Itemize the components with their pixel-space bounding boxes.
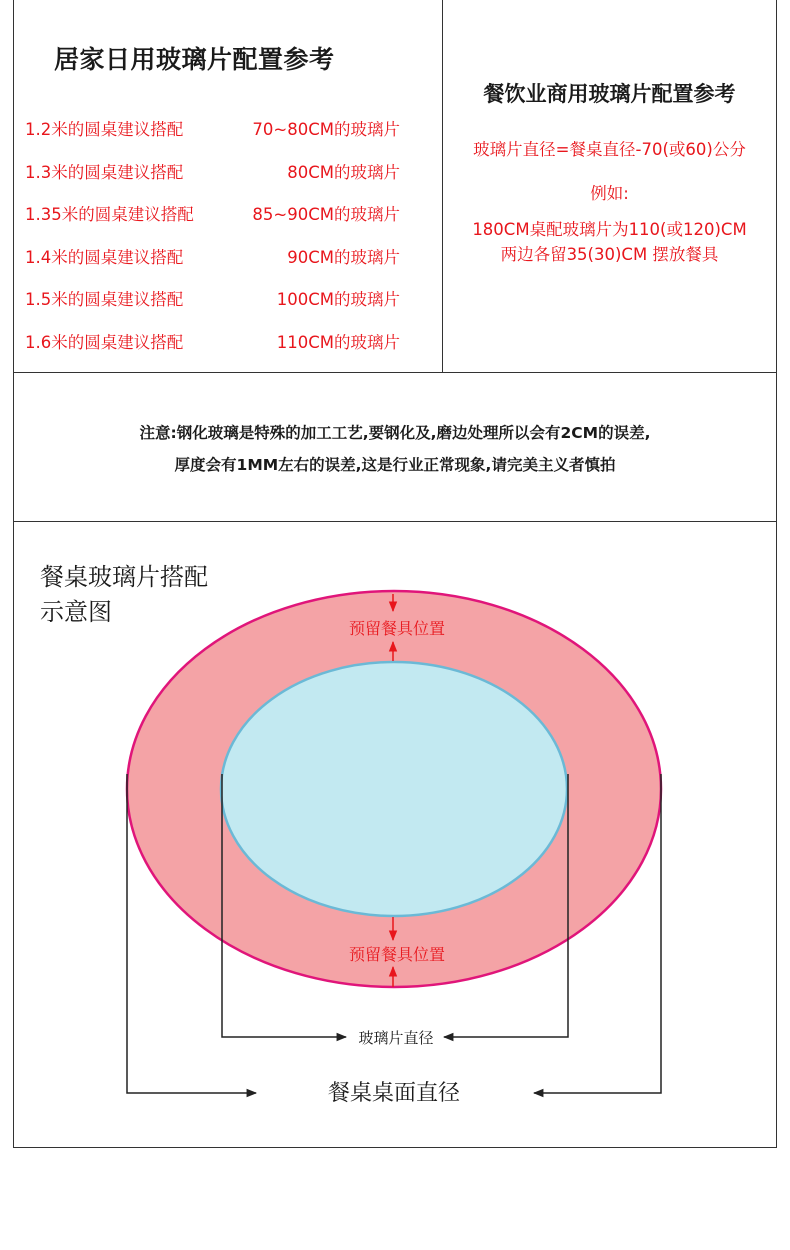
diagram-title-line-1: 餐桌玻璃片搭配 — [40, 563, 208, 591]
reserve-bottom-label: 预留餐具位置 — [348, 945, 446, 964]
notice-line-2: 厚度会有1MM左右的误差,这是行业正常现象,请完美主义者慎拍 — [174, 456, 616, 474]
notice-panel — [13, 372, 777, 522]
table-size-label: 1.4米的圆桌建议搭配 — [25, 247, 184, 267]
glass-ellipse — [221, 662, 567, 916]
glass-size-label: 70~80CM的玻璃片 — [252, 120, 400, 139]
home-config-panel — [13, 0, 443, 373]
formula-text: 玻璃片直径=餐桌直径-70(或60)公分 — [473, 140, 746, 159]
list-item — [25, 286, 400, 329]
glass-size-label: 110CM的玻璃片 — [276, 332, 400, 352]
glass-size-label: 80CM的玻璃片 — [287, 162, 400, 182]
glass-size-label: 90CM的玻璃片 — [287, 247, 400, 267]
business-config-panel — [442, 0, 777, 373]
table-glass-diagram — [14, 522, 778, 1149]
example-line-2: 两边各留35(30)CM 摆放餐具 — [500, 245, 719, 264]
table-size-label: 1.6米的圆桌建议搭配 — [25, 332, 184, 352]
list-item — [25, 159, 400, 202]
list-item — [25, 201, 400, 244]
glass-diameter-label: 玻璃片直径 — [358, 1029, 434, 1047]
business-config-title: 餐饮业商用玻璃片配置参考 — [483, 82, 736, 106]
glass-size-label: 100CM的玻璃片 — [276, 290, 400, 310]
table-size-label: 1.2米的圆桌建议搭配 — [25, 120, 184, 139]
table-diameter-label: 餐桌桌面直径 — [327, 1081, 461, 1106]
example-line-1: 180CM桌配玻璃片为110(或120)CM — [472, 220, 747, 239]
table-size-label: 1.35米的圆桌建议搭配 — [25, 205, 194, 225]
list-item — [25, 244, 400, 287]
reserve-top-label: 预留餐具位置 — [348, 619, 446, 638]
list-item — [25, 116, 400, 159]
example-label: 例如: — [590, 184, 629, 203]
home-config-title: 居家日用玻璃片配置参考 — [54, 45, 335, 74]
table-size-label: 1.3米的圆桌建议搭配 — [25, 162, 184, 182]
home-config-list — [25, 116, 400, 372]
diagram-panel — [13, 521, 777, 1148]
glass-size-label: 85~90CM的玻璃片 — [252, 205, 400, 225]
table-size-label: 1.5米的圆桌建议搭配 — [25, 290, 184, 310]
diagram-title-line-2: 示意图 — [40, 598, 112, 626]
list-item — [25, 329, 400, 372]
notice-line-1: 注意:钢化玻璃是特殊的加工工艺,要钢化及,磨边处理所以会有2CM的误差, — [139, 424, 651, 442]
